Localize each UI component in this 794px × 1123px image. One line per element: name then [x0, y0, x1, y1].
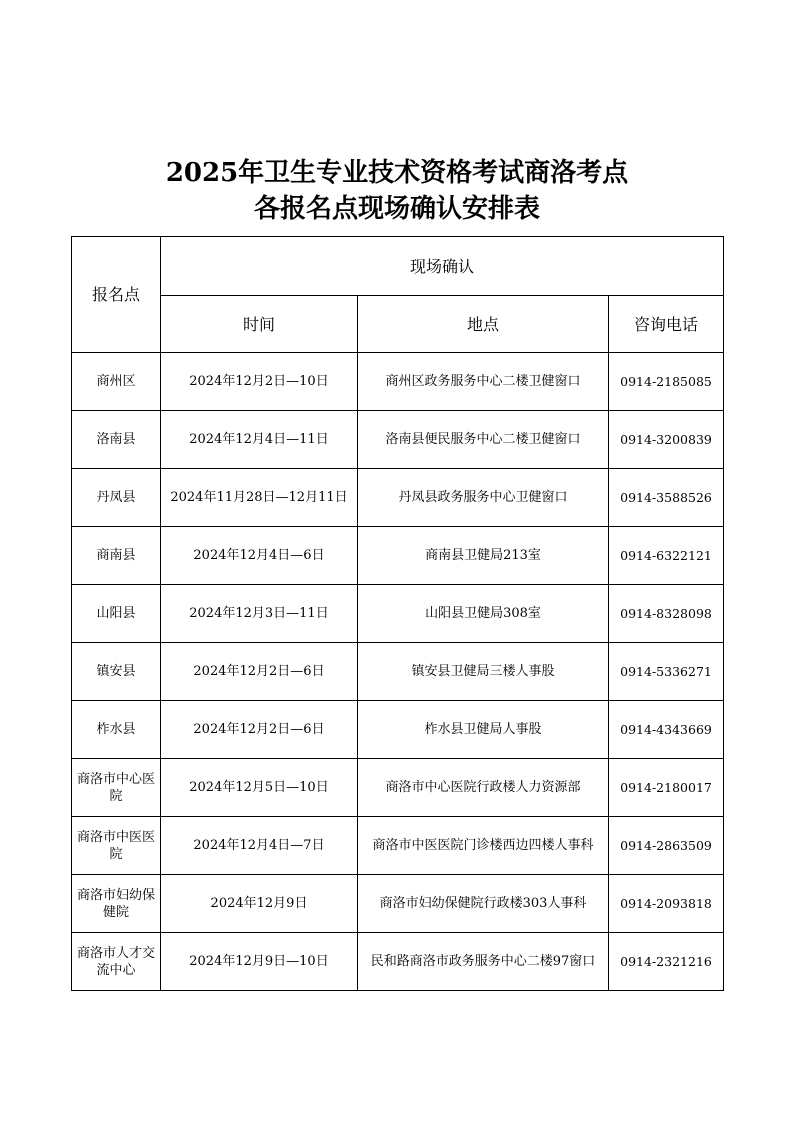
cell-phone: 0914-5336271: [609, 643, 724, 701]
cell-site: 商洛市妇幼保健院: [72, 875, 161, 933]
document-title-line1: 2025年卫生专业技术资格考试商洛考点: [165, 158, 629, 188]
cell-site: 山阳县: [72, 585, 161, 643]
table-row: [72, 643, 724, 701]
cell-site: 丹凤县: [72, 469, 161, 527]
cell-phone: 0914-2180017: [609, 759, 724, 817]
cell-site: 商洛市中心医院: [72, 759, 161, 817]
cell-location: 洛南县便民服务中心二楼卫健窗口: [358, 411, 609, 469]
cell-location: 商洛市中心医院行政楼人力资源部: [358, 759, 609, 817]
table-row: [72, 353, 724, 411]
header-onsite-confirmation: 现场确认: [161, 237, 724, 296]
cell-site: 商洛市人才交流中心: [72, 933, 161, 991]
table-row: [72, 701, 724, 759]
cell-phone: 0914-2863509: [609, 817, 724, 875]
cell-time: 2024年12月2日—6日: [161, 643, 358, 701]
cell-time: 2024年12月4日—7日: [161, 817, 358, 875]
cell-phone: 0914-2321216: [609, 933, 724, 991]
cell-phone: 0914-8328098: [609, 585, 724, 643]
table-row: [72, 933, 724, 991]
table-row: [72, 527, 724, 585]
cell-phone: 0914-6322121: [609, 527, 724, 585]
cell-location: 镇安县卫健局三楼人事股: [358, 643, 609, 701]
cell-phone: 0914-2093818: [609, 875, 724, 933]
cell-location: 丹凤县政务服务中心卫健窗口: [358, 469, 609, 527]
table-row: [72, 469, 724, 527]
cell-site: 镇安县: [72, 643, 161, 701]
cell-phone: 0914-3200839: [609, 411, 724, 469]
document-title-line2: 各报名点现场确认安排表: [253, 194, 540, 224]
cell-location: 商州区政务服务中心二楼卫健窗口: [358, 353, 609, 411]
schedule-table: [71, 236, 724, 991]
table-row: [72, 411, 724, 469]
header-location: 地点: [358, 296, 609, 353]
cell-time: 2024年12月4日—11日: [161, 411, 358, 469]
cell-time: 2024年12月9日: [161, 875, 358, 933]
cell-location: 民和路商洛市政务服务中心二楼97窗口: [358, 933, 609, 991]
cell-time: 2024年12月2日—10日: [161, 353, 358, 411]
cell-time: 2024年12月3日—11日: [161, 585, 358, 643]
header-phone: 咨询电话: [609, 296, 724, 353]
cell-location: 商洛市中医医院门诊楼西边四楼人事科: [358, 817, 609, 875]
cell-phone: 0914-4343669: [609, 701, 724, 759]
header-site: 报名点: [72, 237, 161, 353]
cell-location: 商洛市妇幼保健院行政楼303人事科: [358, 875, 609, 933]
cell-phone: 0914-2185085: [609, 353, 724, 411]
cell-time: 2024年12月5日—10日: [161, 759, 358, 817]
cell-location: 商南县卫健局213室: [358, 527, 609, 585]
cell-site: 商南县: [72, 527, 161, 585]
cell-location: 柞水县卫健局人事股: [358, 701, 609, 759]
cell-site: 洛南县: [72, 411, 161, 469]
cell-phone: 0914-3588526: [609, 469, 724, 527]
table-row: [72, 585, 724, 643]
cell-site: 商州区: [72, 353, 161, 411]
cell-time: 2024年12月4日—6日: [161, 527, 358, 585]
cell-time: 2024年11月28日—12月11日: [161, 469, 358, 527]
cell-time: 2024年12月2日—6日: [161, 701, 358, 759]
table-row: [72, 875, 724, 933]
cell-site: 商洛市中医医院: [72, 817, 161, 875]
header-time: 时间: [161, 296, 358, 353]
cell-location: 山阳县卫健局308室: [358, 585, 609, 643]
cell-time: 2024年12月9日—10日: [161, 933, 358, 991]
table-row: [72, 817, 724, 875]
table-row: [72, 759, 724, 817]
cell-site: 柞水县: [72, 701, 161, 759]
